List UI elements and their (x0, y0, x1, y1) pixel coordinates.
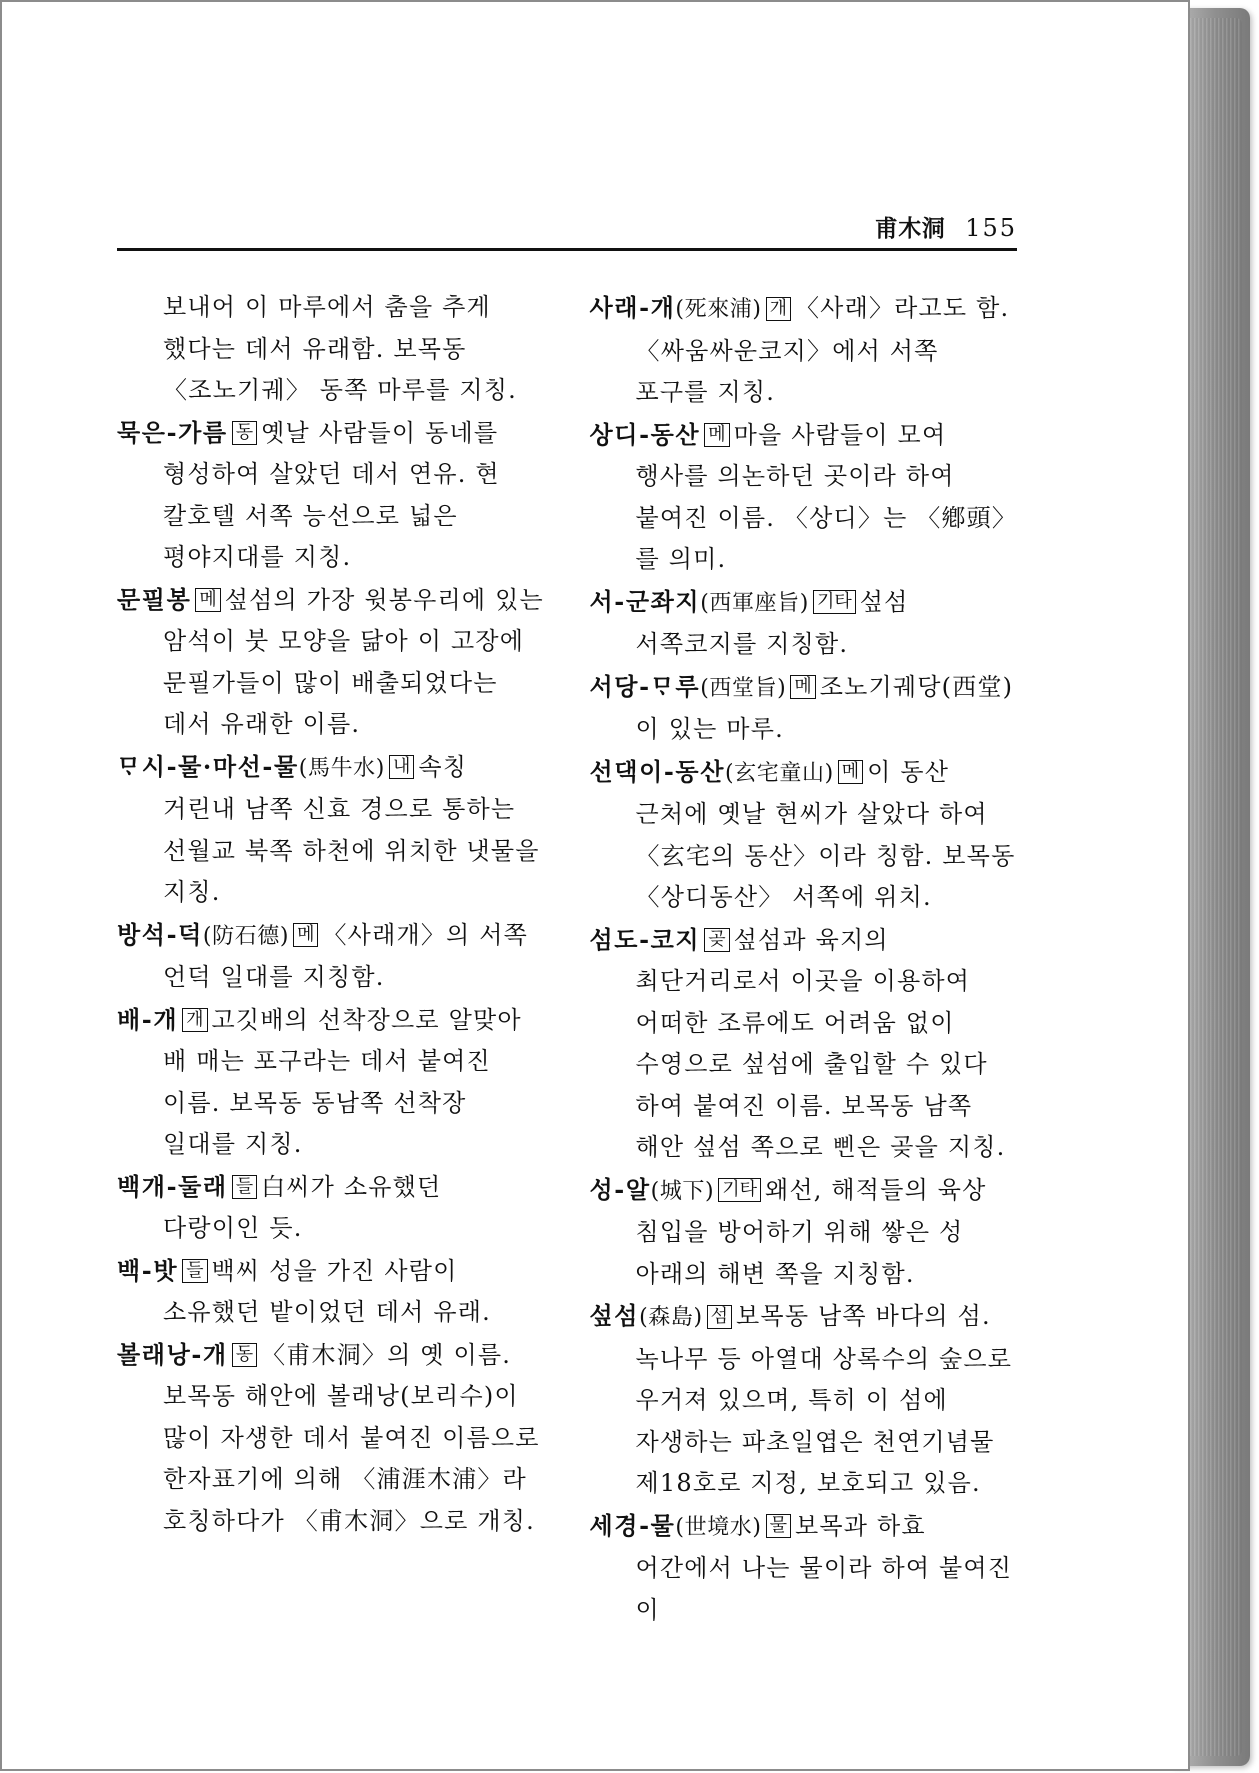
dictionary-entry (117, 999, 545, 1166)
entry-text: 백씨 성을 가진 사람이 소유했던 밭이었던 데서 유래. (163, 1256, 491, 1326)
entry-hanja: (馬牛水) (298, 755, 385, 781)
dictionary-entry (117, 579, 545, 746)
entry-headword: 백-밧 (117, 1255, 179, 1285)
category-tag: 개 (182, 1008, 207, 1032)
running-head (875, 210, 1017, 243)
category-tag: 메 (790, 675, 815, 699)
category-tag: 메 (195, 588, 220, 612)
page-header (117, 210, 1017, 255)
running-title: 甫木洞 (874, 215, 946, 242)
entry-headword: 섶섬 (589, 1301, 640, 1330)
entry-headword: 선댁이-동산 (589, 756, 725, 786)
entry-headword: 상디-동산 (589, 419, 701, 449)
right-column (590, 287, 1018, 1631)
entry-text: 섶섬의 가장 윗봉우리에 있는 암석이 붓 모양을 닮아 이 고장에 문필가들이 많이 배출되었다는 데서 유래한 이름. (163, 585, 544, 738)
dictionary-entry (590, 1169, 1018, 1296)
entry-headword: 문필봉 (117, 584, 192, 614)
entry-headword: 방석-덕 (117, 919, 203, 949)
entry-headword: 서-군좌지 (589, 586, 701, 616)
entry-text: 〈사래〉라고도 함. 〈싸움싸운코지〉에서 서쪽 포구를 지칭. (635, 294, 1010, 406)
entry-hanja: (城下) (650, 1178, 715, 1204)
entry-text: 〈사래개〉의 서쪽 언덕 일대를 지칭함. (163, 920, 529, 991)
entry-text: 속칭 거린내 남쪽 신효 경으로 통하는 선월교 북쪽 하천에 위치한 냇물을 지칭. (163, 752, 540, 906)
category-tag: 내 (389, 755, 414, 779)
dictionary-entry (590, 1295, 1018, 1505)
category-tag: 섬 (707, 1305, 732, 1329)
entry-headword: 사래-개 (589, 293, 676, 322)
dictionary-entry (117, 1166, 545, 1250)
category-tag: 메 (293, 923, 318, 947)
entry-headword: 섬도-코지 (589, 924, 701, 954)
category-tag: 메 (838, 760, 863, 784)
entry-headword: 세경-물 (589, 1510, 676, 1540)
dictionary-entry (117, 746, 545, 914)
category-tag: 들 (232, 1175, 257, 1199)
category-tag: 개 (766, 297, 791, 321)
entry-text: 섶섬 서쪽코지를 지칭함. (635, 587, 909, 658)
category-tag: 기타 (718, 1178, 761, 1202)
dictionary-entry (590, 414, 1018, 581)
entry-hanja: (死來浦) (675, 297, 762, 322)
entry-headword: 배-개 (117, 1004, 179, 1034)
entry-hanja: (世境水) (675, 1514, 762, 1540)
dictionary-entry (590, 919, 1018, 1169)
entry-hanja: (西堂旨) (700, 675, 787, 701)
entry-text: 마을 사람들이 모여 행사를 의논하던 곳이라 하여 붙여진 이름. 〈상디〉는 〈鄕頭〉를 의미. (635, 420, 1006, 573)
dictionary-entry (590, 1505, 1018, 1632)
dictionary-entry (590, 581, 1018, 666)
dictionary-entry (117, 1334, 545, 1543)
entry-text: 보내어 이 마루에서 춤을 추게 했다는 데서 유래함. 보목동 〈조노기궤〉 동쪽 마루를 지칭. (163, 293, 517, 404)
entry-text: 白씨가 소유했던 다랑이인 듯. (163, 1172, 442, 1242)
dictionary-entry (117, 914, 545, 999)
entry-headword: 서당-ᄆᆞ루 (589, 671, 701, 701)
entry-text: 보목과 하효 어간에서 나는 물이라 하여 붙여진 이 (635, 1511, 1013, 1624)
entry-hanja: (森島) (639, 1305, 703, 1330)
category-tag: 물 (766, 1514, 791, 1538)
entry-hanja: (防石德) (202, 923, 290, 949)
dictionary-entry (590, 287, 1018, 414)
entry-hanja: (玄宅童山) (724, 760, 834, 786)
entry-headword: 성-알 (589, 1174, 651, 1204)
entry-text: 고깃배의 선착장으로 알맞아 배 매는 포구라는 데서 붙여진 이름. 보목동 동남쪽 선착장 일대를 지칭. (163, 1005, 522, 1158)
entry-text: 조노기궤당(西堂)이 있는 마루. (635, 672, 1014, 743)
header-rule (117, 248, 1017, 251)
category-tag: 곶 (704, 928, 729, 952)
category-tag: 동 (232, 1343, 257, 1367)
category-tag: 기타 (813, 590, 856, 614)
entry-text: 보목동 남쪽 바다의 섬. 녹나무 등 아열대 상록수의 숲으로 우거져 있으며, 특히 이 섬에 자생하는 파초일엽은 천연기념물 제18호로 지정, 보호되고 있음. (635, 1302, 1013, 1497)
entry-text: 〈甫木洞〉의 옛 이름. 보목동 해안에 볼래낭(보리수)이 많이 자생한 데서 붙여진 이름으로 한자표기에 의해 〈浦涯木浦〉라 호칭하다가 〈甫木洞〉으로 개칭. (163, 1340, 540, 1535)
entry-headword: 볼래낭-개 (117, 1339, 228, 1369)
dictionary-entry (117, 412, 545, 579)
entry-headword: ᄆᆞ시-물·마선-물 (117, 751, 299, 781)
dictionary-entry (590, 666, 1018, 751)
dictionary-entry-continuation (117, 287, 545, 412)
entry-text: 왜선, 해적들의 육상 침입을 방어하기 위해 쌓은 성 아래의 해변 쪽을 지칭함. (635, 1175, 987, 1288)
category-tag: 들 (182, 1259, 207, 1283)
entry-text: 섶섬과 육지의 최단거리로서 이곳을 이용하여 어떠한 조류에도 어려움 없이 수영으로 섶섬에 출입할 수 있다 하여 붙여진 이름. 보목동 남쪽 해안 섶섬 쪽으로 삔은 곶을 지칭. (635, 925, 1006, 1161)
entry-headword: 백개-둘래 (117, 1171, 228, 1201)
category-tag: 메 (704, 423, 729, 447)
page-number: 155 (965, 214, 1017, 242)
category-tag: 동 (232, 421, 257, 445)
entry-hanja: (西軍座旨) (700, 590, 809, 616)
left-column (117, 287, 545, 1631)
dictionary-columns (117, 287, 1017, 1624)
dictionary-entry (117, 1250, 545, 1334)
entry-headword: 묵은-가름 (117, 417, 228, 447)
entry-text: 옛날 사람들이 동네를 형성하여 살았던 데서 연유. 현 칼호텔 서쪽 능선으로 넓은 평야지대를 지칭. (163, 418, 500, 571)
dictionary-entry (590, 751, 1018, 919)
entry-text: 이 동산 근처에 옛날 현씨가 살았다 하여 〈玄宅의 동산〉이라 칭함. 보목동 〈상디동산〉 서쪽에 위치. (635, 757, 1016, 911)
